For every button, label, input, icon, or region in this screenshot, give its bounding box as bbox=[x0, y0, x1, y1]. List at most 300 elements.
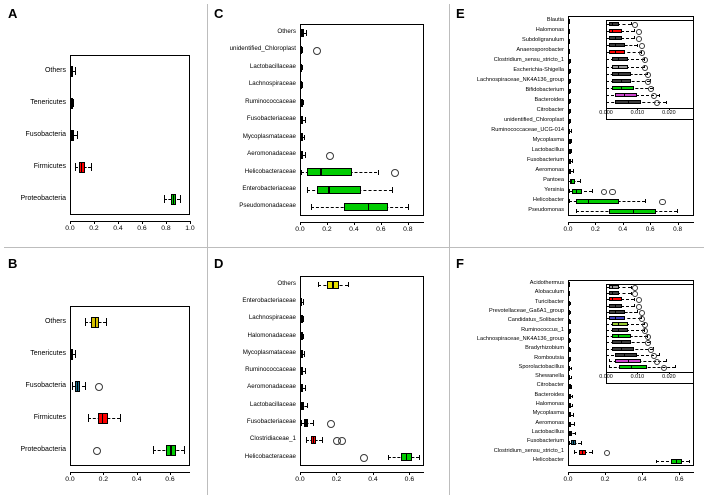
boxplot-whisker-cap-low bbox=[306, 437, 307, 443]
x-axis-tick bbox=[142, 221, 143, 224]
x-axis-tick bbox=[373, 472, 374, 475]
y-axis-category-label: Ruminococcus_1 bbox=[521, 326, 564, 333]
boxplot-whisker-cap-high bbox=[574, 422, 575, 426]
boxplot-median bbox=[570, 422, 571, 427]
y-axis-category-label: Helicobacteraceae bbox=[244, 452, 296, 460]
y-axis-category-label: Prevotellaceae_Ga6A1_group bbox=[489, 308, 564, 315]
y-axis-category-label: Clostridium_sensu_stricto_1 bbox=[493, 56, 564, 63]
inset-boxplot-whisker-cap-low bbox=[606, 316, 607, 319]
boxplot-median bbox=[368, 203, 369, 211]
inset-boxplot-whisker-cap-low bbox=[606, 298, 607, 301]
y-axis-category-label: Yersinia bbox=[544, 186, 564, 193]
boxplot-outlier bbox=[95, 383, 103, 391]
y-axis-category-label: Lactobacillus bbox=[531, 146, 564, 153]
x-axis-tick bbox=[70, 472, 71, 475]
y-axis-category-label: Helicobacter bbox=[532, 456, 564, 463]
y-axis-category-label: Subdoligranulum bbox=[522, 36, 564, 43]
inset-boxplot-box bbox=[609, 316, 625, 320]
boxplot-median bbox=[300, 81, 301, 89]
boxplot-whisker-cap-high bbox=[378, 170, 379, 176]
y-axis-category-label: Lactobacillus bbox=[531, 428, 564, 435]
y-axis-category-label: Bifidobacterium bbox=[525, 86, 564, 93]
inset-boxplot-whisker-cap-low bbox=[606, 36, 607, 39]
boxplot-whisker-cap-high bbox=[570, 339, 571, 343]
x-axis-line bbox=[300, 222, 424, 223]
inset-boxplot-box bbox=[612, 347, 634, 351]
boxplot-median bbox=[320, 168, 321, 176]
inset-boxplot-whisker-cap-low bbox=[606, 353, 607, 356]
y-axis-category-label: unidentified_Chloroplast bbox=[229, 45, 296, 53]
x-axis-tick-label: 0.6 bbox=[165, 476, 175, 483]
boxplot-whisker-cap-high bbox=[91, 163, 92, 171]
inset-boxplot-whisker-cap-high bbox=[659, 94, 660, 97]
boxplot-median bbox=[568, 338, 569, 343]
x-axis-tick-label: 0.0 bbox=[65, 225, 75, 232]
boxplot-whisker-cap-high bbox=[305, 117, 306, 123]
boxplot-whisker-cap-high bbox=[303, 299, 304, 305]
boxplot-median bbox=[170, 445, 171, 456]
boxplot-whisker-cap-high bbox=[392, 187, 393, 193]
x-axis-tick-label: 0.0 bbox=[295, 476, 305, 483]
x-axis-tick-label: 1.0 bbox=[185, 225, 195, 232]
inset-boxplot-median bbox=[612, 22, 613, 26]
x-axis-tick-label: 0.6 bbox=[645, 226, 655, 233]
boxplot-whisker-cap-high bbox=[571, 385, 572, 389]
boxplot-median bbox=[588, 199, 589, 204]
boxplot-median bbox=[328, 186, 329, 194]
inset-boxplot-median bbox=[618, 65, 619, 69]
inset-boxplot-median bbox=[618, 57, 619, 61]
boxplot-median bbox=[570, 431, 571, 436]
panel-D bbox=[208, 248, 449, 499]
boxplot-whisker-cap-high bbox=[303, 100, 304, 106]
inset-boxplot-median bbox=[615, 43, 616, 47]
y-axis-category-label: Aeromonadaceae bbox=[247, 150, 296, 158]
boxplot-median bbox=[72, 349, 73, 360]
x-axis-tick bbox=[190, 221, 191, 224]
y-axis-category-label: Anaerosporobacter bbox=[516, 46, 564, 53]
panel-F-label: F bbox=[456, 256, 464, 271]
boxplot-median bbox=[568, 109, 569, 114]
inset-boxplot-box bbox=[609, 291, 618, 295]
y-axis-category-label: Aeromonas bbox=[535, 166, 564, 173]
y-axis-category-label: Helicobacteraceae bbox=[244, 167, 296, 175]
y-axis-category-label: Halomonas bbox=[535, 26, 564, 33]
boxplot-whisker-cap-low bbox=[301, 420, 302, 426]
boxplot-whisker-cap-high bbox=[592, 450, 593, 454]
inset-boxplot-whisker-cap-low bbox=[606, 322, 607, 325]
inset-x-axis-line bbox=[606, 108, 694, 109]
x-axis-tick-label: 0.2 bbox=[600, 476, 610, 483]
y-axis-category-label: Others bbox=[277, 279, 296, 287]
boxplot-whisker-cap-high bbox=[592, 189, 593, 193]
inset-boxplot-outlier bbox=[642, 328, 648, 334]
y-axis-category-label: Clostridium_sensu_stricto_1 bbox=[493, 447, 564, 454]
boxplot-whisker-cap-low bbox=[72, 382, 73, 390]
boxplot-outlier bbox=[327, 420, 335, 428]
boxplot-median bbox=[568, 375, 569, 380]
y-axis-category-label: Shewanella bbox=[535, 373, 564, 380]
x-axis-tick bbox=[568, 472, 569, 475]
x-axis-tick bbox=[300, 472, 301, 475]
panel-A bbox=[0, 0, 207, 247]
inset-boxplot-median bbox=[615, 316, 616, 320]
x-axis-tick bbox=[166, 221, 167, 224]
y-axis-category-label: Sporolactobacillus bbox=[518, 363, 564, 370]
y-axis-category-label: Aeromonas bbox=[535, 419, 564, 426]
y-axis-category-label: Citrobacter bbox=[536, 382, 564, 389]
boxplot-whisker-cap-high bbox=[573, 169, 574, 173]
boxplot-whisker-cap-low bbox=[569, 199, 570, 203]
y-axis-category-label: Mycoplasma bbox=[532, 136, 564, 143]
x-axis-tick-label: 0.4 bbox=[131, 476, 142, 483]
y-axis-category-label: Mycoplasmataceae bbox=[242, 348, 296, 356]
inset-boxplot-box bbox=[612, 57, 628, 61]
boxplot-median bbox=[301, 350, 302, 358]
boxplot-median bbox=[569, 169, 570, 174]
panel-B bbox=[0, 248, 207, 499]
inset-boxplot-outlier bbox=[636, 297, 642, 303]
y-axis-category-label: Escherichia-Shigella bbox=[513, 66, 564, 73]
inset-boxplot-whisker-cap-low bbox=[609, 365, 610, 368]
inset-boxplot-box bbox=[609, 22, 618, 26]
boxplot-outlier bbox=[609, 189, 616, 196]
inset-x-axis-tick-label: 0.000 bbox=[599, 374, 613, 380]
y-axis-category-label: Fusobacterium bbox=[527, 438, 564, 445]
boxplot-whisker-cap-low bbox=[574, 450, 575, 454]
boxplot-whisker-cap-high bbox=[305, 385, 306, 391]
x-axis-tick bbox=[336, 472, 337, 475]
panel-D-label: D bbox=[214, 256, 224, 271]
y-axis-category-label: Acidothermus bbox=[529, 280, 564, 287]
boxplot-median bbox=[568, 89, 569, 94]
inset-boxplot-whisker-cap-low bbox=[606, 341, 607, 344]
inset-x-axis-tick-label: 0.010 bbox=[630, 374, 645, 380]
inset-boxplot-median bbox=[612, 285, 613, 289]
y-axis-category-label: Bacteroides bbox=[534, 391, 564, 398]
x-axis-tick-label: 0.4 bbox=[368, 476, 378, 483]
y-axis-category-label: Halomonas bbox=[535, 401, 564, 408]
x-axis-line bbox=[70, 472, 190, 473]
boxplot-whisker-cap-high bbox=[571, 376, 572, 380]
boxplot-median bbox=[313, 436, 314, 444]
boxplot-whisker-cap-high bbox=[570, 357, 571, 361]
inset-boxplot-outlier bbox=[639, 316, 645, 322]
panel-E bbox=[450, 0, 708, 247]
inset-boxplot-box bbox=[612, 65, 628, 69]
inset-boxplot-median bbox=[621, 340, 622, 344]
y-axis-category-label: Pseudomonas bbox=[528, 206, 564, 213]
panel-C-label: C bbox=[214, 6, 224, 21]
y-axis-category-label: Lachnospiraceae bbox=[248, 314, 296, 322]
boxplot-whisker-cap-high bbox=[77, 131, 78, 139]
inset-boxplot-median bbox=[621, 79, 622, 83]
boxplot-median bbox=[676, 459, 677, 464]
boxplot-whisker-cap-high bbox=[305, 368, 306, 374]
boxplot-whisker-cap-high bbox=[302, 82, 303, 88]
inset-boxplot-median bbox=[612, 297, 613, 301]
y-axis-category-label: Others bbox=[44, 317, 66, 325]
boxplot-median bbox=[582, 450, 583, 455]
y-axis-category-label: Helicobacter bbox=[532, 196, 564, 203]
y-axis-category-label: Proteobacteria bbox=[20, 445, 66, 453]
boxplot-whisker-cap-low bbox=[569, 189, 570, 193]
inset-boxplot-median bbox=[621, 86, 622, 90]
boxplot-box bbox=[344, 203, 388, 211]
boxplot-whisker-cap-high bbox=[677, 209, 678, 213]
y-axis-category-label: Others bbox=[44, 66, 66, 74]
inset-x-axis-tick-label: 0.020 bbox=[662, 110, 676, 116]
boxplot-median bbox=[305, 419, 306, 427]
x-axis-tick-label: 0.8 bbox=[403, 226, 413, 233]
boxplot-median bbox=[300, 46, 301, 54]
inset-boxplot-whisker-cap-high bbox=[675, 365, 676, 368]
boxplot-median bbox=[568, 19, 569, 24]
inset-boxplot-median bbox=[618, 322, 619, 326]
boxplot-whisker-cap-low bbox=[576, 209, 577, 213]
boxplot-whisker-cap-high bbox=[419, 455, 420, 461]
x-axis-tick-label: 0.6 bbox=[376, 226, 386, 233]
inset-boxplot-outlier bbox=[636, 304, 642, 310]
boxplot-whisker-cap-high bbox=[305, 152, 306, 158]
inset-boxplot-box bbox=[612, 334, 631, 338]
y-axis-category-label: Lactobacillaceae bbox=[249, 62, 296, 70]
inset-boxplot-outlier bbox=[645, 72, 651, 78]
boxplot-median bbox=[568, 129, 569, 134]
boxplot-whisker-cap-high bbox=[571, 149, 572, 153]
boxplot-median bbox=[568, 59, 569, 64]
boxplot-whisker-cap-high bbox=[184, 446, 185, 454]
inset-boxplot-whisker-cap-low bbox=[606, 310, 607, 313]
inset-boxplot-median bbox=[628, 359, 629, 363]
boxplot-median bbox=[568, 329, 569, 334]
y-axis-category-label: Fusobacteriaceae bbox=[246, 115, 296, 123]
boxplot-whisker-cap-high bbox=[571, 129, 572, 133]
boxplot-median bbox=[300, 64, 301, 72]
inset-boxplot-outlier bbox=[636, 36, 642, 42]
boxplot-whisker-cap-high bbox=[304, 351, 305, 357]
inset-boxplot-box bbox=[612, 86, 634, 90]
x-axis-tick-label: 0.8 bbox=[161, 225, 171, 232]
boxplot-median bbox=[77, 381, 78, 392]
y-axis-category-label: Lachnospiraceae bbox=[248, 80, 296, 88]
boxplot-whisker-cap-high bbox=[306, 30, 307, 36]
x-axis-tick-label: 0.2 bbox=[322, 226, 332, 233]
boxplot-median bbox=[569, 159, 570, 164]
boxplot-whisker-cap-low bbox=[318, 282, 319, 288]
boxplot-median bbox=[568, 347, 569, 352]
inset-boxplot-whisker-cap-low bbox=[606, 304, 607, 307]
y-axis-category-label: Enterobacteriaceae bbox=[242, 184, 296, 192]
boxplot-median bbox=[568, 301, 569, 306]
inset-boxplot-whisker-cap-low bbox=[606, 87, 607, 90]
inset-boxplot-whisker-cap-high bbox=[666, 359, 667, 362]
boxplot-whisker-cap-high bbox=[75, 67, 76, 75]
y-axis-category-label: Firmicutes bbox=[33, 413, 66, 421]
y-axis-category-label: Bradyrhizobium bbox=[525, 345, 564, 352]
x-axis-tick-label: 0.4 bbox=[349, 226, 359, 233]
inset-boxplot-whisker-cap-low bbox=[606, 65, 607, 68]
boxplot-median bbox=[72, 130, 73, 141]
boxplot-median bbox=[568, 99, 569, 104]
x-axis-tick-label: 0.6 bbox=[137, 225, 147, 232]
x-axis-tick bbox=[605, 472, 606, 475]
inset-boxplot-whisker-cap-low bbox=[606, 79, 607, 82]
boxplot-median bbox=[95, 317, 96, 328]
inset-boxplot-outlier bbox=[651, 353, 657, 359]
boxplot-median bbox=[301, 151, 302, 159]
boxplot-whisker-cap-high bbox=[303, 316, 304, 322]
x-axis-tick-label: 0.0 bbox=[295, 226, 305, 233]
y-axis-category-label: Fusobacteria bbox=[25, 381, 66, 389]
y-axis-category-label: Halomonadaceae bbox=[247, 331, 296, 339]
y-axis-category-label: Pantoea bbox=[543, 176, 564, 183]
x-axis-tick bbox=[678, 222, 679, 225]
x-axis-tick bbox=[354, 222, 355, 225]
inset-boxplot-whisker-cap-low bbox=[606, 329, 607, 332]
boxplot-whisker-cap-low bbox=[75, 163, 76, 171]
boxplot-median bbox=[569, 394, 570, 399]
boxplot-whisker-cap-high bbox=[322, 437, 323, 443]
x-axis-tick-label: 0.2 bbox=[89, 225, 99, 232]
boxplot-median bbox=[569, 403, 570, 408]
x-axis-tick-label: 0.6 bbox=[404, 476, 415, 483]
x-axis-tick bbox=[623, 222, 624, 225]
inset-x-axis-tick-label: 0.000 bbox=[599, 110, 613, 116]
boxplot-whisker-cap-high bbox=[313, 420, 314, 426]
panel-A-label: A bbox=[8, 6, 18, 21]
y-axis-category-label: Lachnospiraceae_NK4A136_group bbox=[476, 76, 564, 83]
boxplot-median bbox=[301, 367, 302, 375]
x-axis-tick-label: 0.0 bbox=[563, 226, 573, 233]
boxplot-median bbox=[102, 413, 103, 424]
boxplot-whisker-cap-high bbox=[572, 404, 573, 408]
inset-boxplot-outlier bbox=[645, 79, 651, 85]
boxplot-median bbox=[301, 133, 302, 141]
y-axis-category-label: Aeromonadaceae bbox=[247, 383, 296, 391]
boxplot-median bbox=[568, 39, 569, 44]
x-axis-tick bbox=[170, 472, 171, 475]
inset-boxplot-whisker-cap-low bbox=[606, 29, 607, 32]
x-axis-tick bbox=[568, 222, 569, 225]
inset-boxplot-box bbox=[609, 285, 618, 289]
inset-boxplot-median bbox=[615, 310, 616, 314]
y-axis-category-label: Enterobacteriaceae bbox=[242, 297, 296, 305]
inset-boxplot-whisker-cap-low bbox=[606, 44, 607, 47]
y-axis-category-label: Clostridiaceae_1 bbox=[249, 435, 296, 443]
inset-boxplot-median bbox=[615, 36, 616, 40]
inset-boxplot-whisker-cap-low bbox=[606, 335, 607, 338]
inset-boxplot-whisker-cap-high bbox=[659, 353, 660, 356]
x-axis-tick bbox=[103, 472, 104, 475]
boxplot-whisker-cap-high bbox=[570, 329, 571, 333]
x-axis-line bbox=[568, 222, 694, 223]
boxplot-median bbox=[81, 162, 82, 173]
x-axis-line bbox=[568, 472, 694, 473]
inset-boxplot-outlier bbox=[639, 50, 645, 56]
inset-boxplot-box bbox=[612, 72, 631, 76]
inset-boxplot-whisker-cap-low bbox=[606, 292, 607, 295]
boxplot-median bbox=[71, 98, 72, 109]
boxplot-median bbox=[568, 79, 569, 84]
boxplot-whisker-cap-low bbox=[307, 187, 308, 193]
boxplot-median bbox=[568, 319, 569, 324]
y-axis-category-label: Ruminococcaceae bbox=[245, 366, 296, 374]
x-axis-tick-label: 0.0 bbox=[563, 476, 573, 483]
boxplot-median bbox=[573, 440, 574, 445]
boxplot-outlier bbox=[326, 152, 334, 160]
boxplot-median bbox=[302, 402, 303, 410]
inset-boxplot-whisker-cap-low bbox=[606, 286, 607, 289]
boxplot-median bbox=[302, 384, 303, 392]
boxplot-outlier bbox=[93, 447, 101, 455]
boxplot-box bbox=[307, 168, 351, 176]
boxplot-median bbox=[568, 69, 569, 74]
boxplot-whisker-cap-high bbox=[645, 199, 646, 203]
boxplot-median bbox=[301, 315, 302, 323]
y-axis-category-label: Alobaculum bbox=[534, 289, 564, 296]
y-axis-category-label: unidentified_Chloroplast bbox=[503, 116, 564, 123]
inset-boxplot-outlier bbox=[639, 43, 645, 49]
boxplot-median bbox=[301, 116, 302, 124]
y-axis-category-label: Mycoplasmataceae bbox=[242, 132, 296, 140]
inset-x-axis-tick-label: 0.010 bbox=[630, 110, 645, 116]
inset-boxplot-median bbox=[615, 50, 616, 54]
inset-boxplot-median bbox=[612, 291, 613, 295]
boxplot-median bbox=[301, 99, 302, 107]
panel-B-label: B bbox=[8, 256, 18, 271]
panel-E-label: E bbox=[456, 6, 465, 21]
inset-boxplot-whisker-cap-low bbox=[606, 347, 607, 350]
x-axis-tick bbox=[118, 221, 119, 224]
boxplot-whisker-cap-high bbox=[120, 414, 121, 422]
inset-boxplot-outlier bbox=[639, 310, 645, 316]
boxplot-median bbox=[568, 357, 569, 362]
x-axis-tick-label: 0.4 bbox=[113, 225, 123, 232]
y-axis-category-label: Fusobacteria bbox=[25, 130, 66, 138]
y-axis-category-label: Lactobacillaceae bbox=[249, 400, 296, 408]
boxplot-whisker-cap-low bbox=[153, 446, 154, 454]
boxplot-whisker-cap-high bbox=[73, 99, 74, 107]
boxplot-whisker-cap-high bbox=[571, 139, 572, 143]
y-axis-category-label: Fusobacterium bbox=[527, 156, 564, 163]
inset-boxplot-median bbox=[621, 347, 622, 351]
y-axis-category-label: Ruminococcaceae bbox=[245, 97, 296, 105]
inset-boxplot-median bbox=[628, 100, 629, 104]
boxplot-outlier bbox=[313, 47, 321, 55]
panel-F bbox=[450, 248, 708, 499]
boxplot-whisker-cap-high bbox=[572, 395, 573, 399]
inset-boxplot-box bbox=[615, 353, 637, 357]
inset-boxplot-whisker-cap-low bbox=[606, 72, 607, 75]
boxplot-whisker-cap-low bbox=[656, 460, 657, 464]
boxplot-whisker-cap-high bbox=[572, 159, 573, 163]
boxplot-whisker-cap-high bbox=[85, 382, 86, 390]
inset-boxplot-box bbox=[612, 328, 628, 332]
boxplot-whisker-cap-low bbox=[388, 455, 389, 461]
inset-boxplot-box bbox=[615, 93, 637, 97]
y-axis-category-label: Lachnospiraceae_NK4A136_group bbox=[476, 335, 564, 342]
boxplot-whisker-cap-low bbox=[301, 170, 302, 176]
inset-boxplot-median bbox=[618, 334, 619, 338]
boxplot-whisker-cap-high bbox=[180, 195, 181, 203]
x-axis-tick bbox=[381, 222, 382, 225]
boxplot-median bbox=[571, 179, 572, 184]
boxplot-median bbox=[301, 332, 302, 340]
inset-boxplot-whisker-cap-low bbox=[606, 94, 607, 97]
y-axis-category-label: Turicibacter bbox=[534, 298, 564, 305]
boxplot-whisker-cap-high bbox=[348, 282, 349, 288]
